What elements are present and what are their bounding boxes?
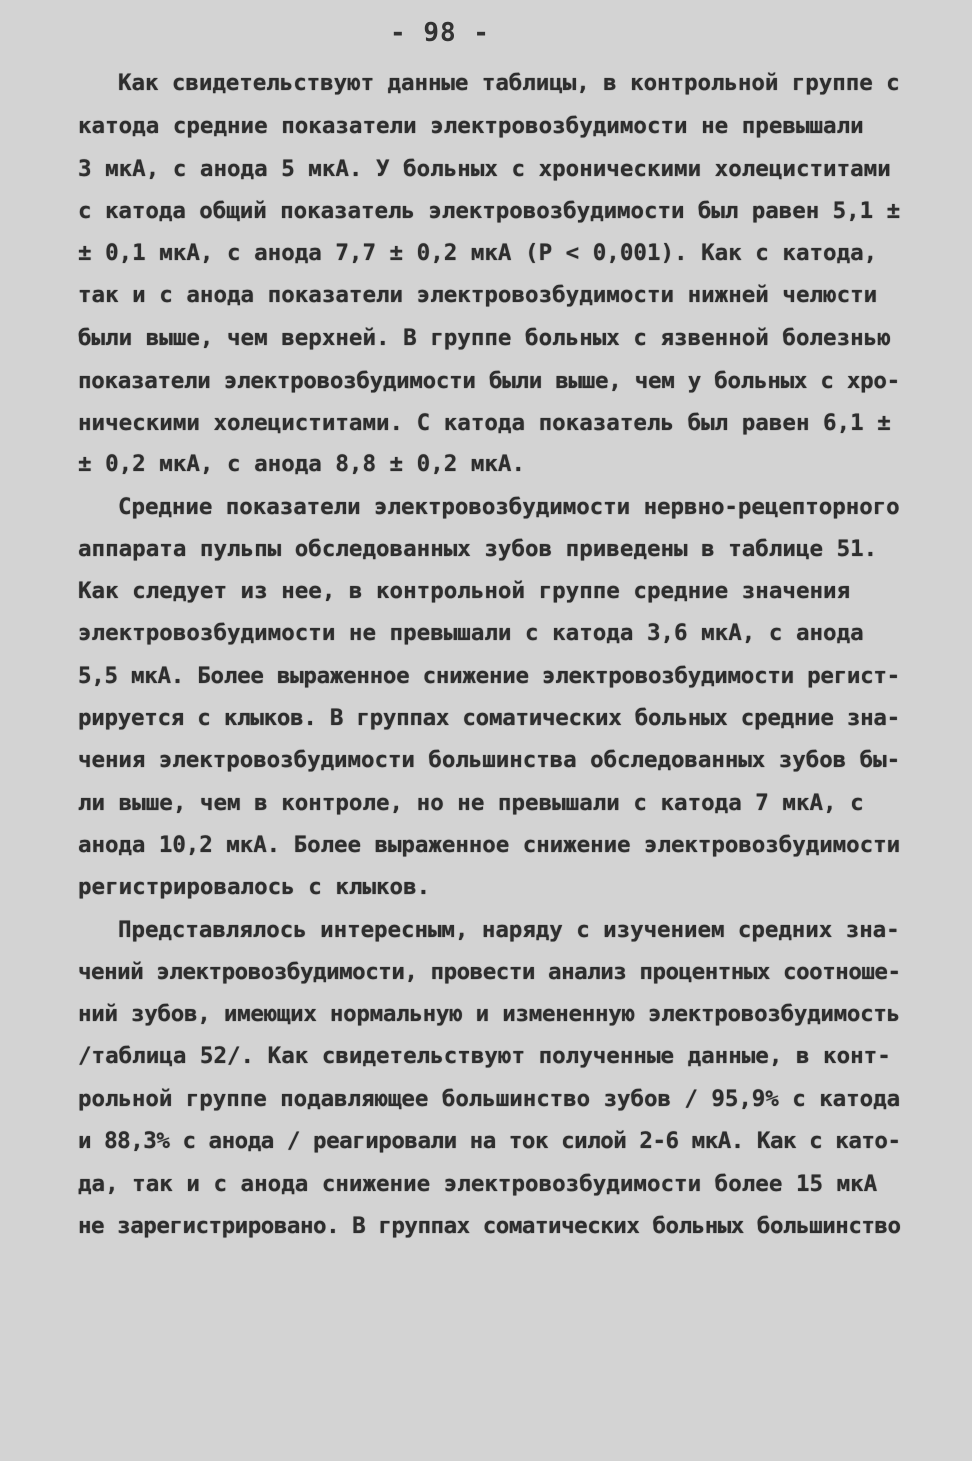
text-line: ± 0,1 мкА, с анода 7,7 ± 0,2 мкА (Р < 0,001). Как с катода, <box>78 240 878 266</box>
text-line: Как следует из нее, в контрольной группе средние значения <box>78 578 851 604</box>
text-line: рируется с клыков. В группах соматических больных средние зна- <box>78 705 900 731</box>
text-line: да, так и с анода снижение электровозбудимости более 15 мкА <box>78 1171 878 1197</box>
text-line: 3 мкА, с анода 5 мкА. У больных с хроническими холециститами <box>78 156 891 182</box>
text-line: Представлялось интересным, наряду с изучением средних зна- <box>118 917 900 943</box>
text-line: чения электровозбудимости большинства обследованных зубов бы- <box>78 747 901 773</box>
text-line: ническими холециститами. С катода показатель был равен 6,1 ± <box>78 410 891 436</box>
text-line: ний зубов, имеющих нормальную и измененную электровозбудимость <box>78 1001 900 1027</box>
text-line: были выше, чем верхней. В группе больных с язвенной болезнью <box>78 325 891 351</box>
text-line: электровозбудимости не превышали с катода 3,6 мкА, с анода <box>78 620 864 646</box>
text-line: регистрировалось с клыков. <box>78 874 431 900</box>
text-line: катода средние показатели электровозбудимости не превышали <box>78 113 864 139</box>
text-line: ± 0,2 мкА, с анода 8,8 ± 0,2 мкА. <box>78 451 526 477</box>
text-line: аппарата пульпы обследованных зубов приведены в таблице 51. <box>78 536 878 562</box>
text-line: Средние показатели электровозбудимости нервно-рецепторного <box>118 494 900 520</box>
text-line: с катода общий показатель электровозбудимости был равен 5,1 ± <box>78 198 901 224</box>
text-line: анода 10,2 мкА. Более выраженное снижение электровозбудимости <box>78 832 901 858</box>
text-line: Как свидетельствуют данные таблицы, в контрольной группе с <box>118 70 900 96</box>
text-line: /таблица 52/. Как свидетельствуют полученные данные, в конт- <box>78 1043 891 1069</box>
text-line: 5,5 мкА. Более выраженное снижение электровозбудимости регист- <box>78 663 900 689</box>
text-line: так и с анода показатели электровозбудимости нижней челюсти <box>78 282 878 308</box>
text-line: показатели электровозбудимости были выше, чем у больных с хро- <box>78 368 900 394</box>
text-line: рольной группе подавляющее большинство зубов / 95,9% с катода <box>78 1086 901 1112</box>
text-line: не зарегистрировано. В группах соматических больных большинство <box>78 1213 901 1239</box>
text-line: ли выше, чем в контроле, но не превышали с катода 7 мкА, с <box>78 790 864 816</box>
text-line: и 88,3% с анода / реагировали на ток силой 2-6 мкА. Как с като- <box>78 1128 901 1154</box>
text-line: чений электровозбудимости, провести анализ процентных соотноше- <box>78 959 901 985</box>
page-number: - 98 - <box>390 18 490 48</box>
